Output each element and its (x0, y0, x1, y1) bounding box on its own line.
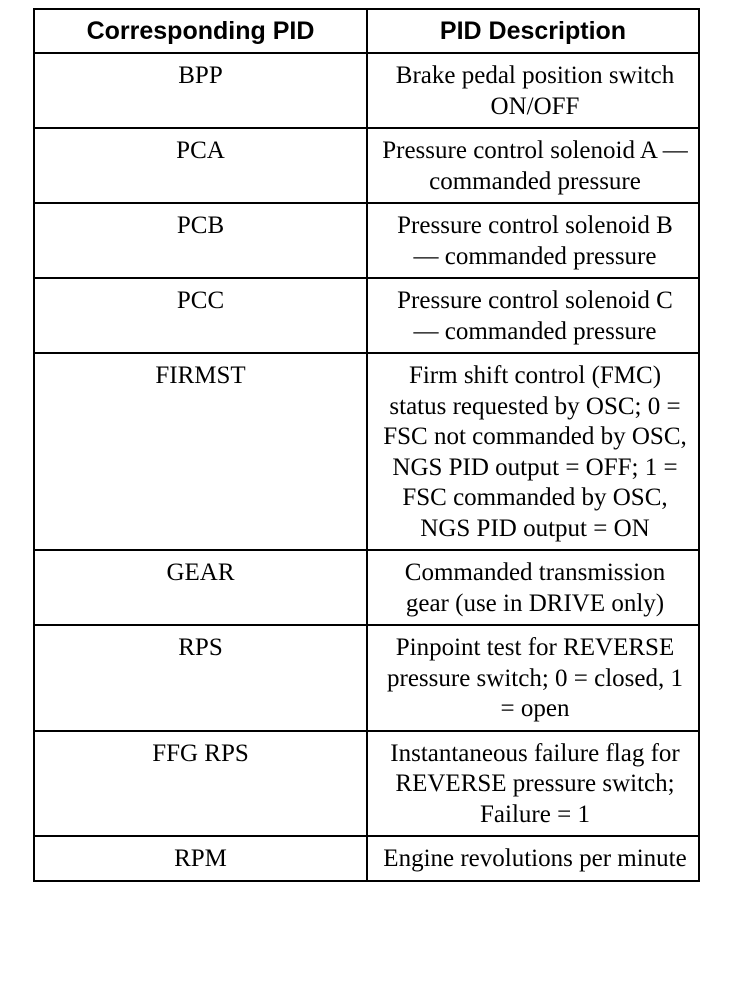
pid-cell: PCB (34, 203, 367, 278)
description-cell: Pressure control solenoid B — commanded pressure (367, 203, 699, 278)
column-header-corresponding-pid: Corresponding PID (34, 9, 367, 53)
description-cell: Engine revolutions per minute (367, 836, 699, 881)
pid-cell: GEAR (34, 550, 367, 625)
table-row (34, 53, 699, 128)
pid-cell: FFG RPS (34, 731, 367, 837)
table-row (34, 836, 699, 881)
description-cell: Pressure control solenoid C — commanded pressure (367, 278, 699, 353)
header-row (34, 9, 699, 53)
pid-cell: BPP (34, 53, 367, 128)
pid-cell: RPS (34, 625, 367, 731)
pid-table (33, 8, 700, 882)
column-header-pid-description: PID Description (367, 9, 699, 53)
table-row (34, 550, 699, 625)
description-cell: Pressure control solenoid A — commanded pressure (367, 128, 699, 203)
pid-cell: RPM (34, 836, 367, 881)
description-cell: Instantaneous failure flag for REVERSE pressure switch; Failure = 1 (367, 731, 699, 837)
pid-cell: PCC (34, 278, 367, 353)
table-row (34, 353, 699, 550)
description-cell: Brake pedal position switch ON/OFF (367, 53, 699, 128)
table-row (34, 625, 699, 731)
table-row (34, 128, 699, 203)
pid-cell: FIRMST (34, 353, 367, 550)
description-cell: Pinpoint test for REVERSE pressure switch; 0 = closed, 1 = open (367, 625, 699, 731)
description-cell: Firm shift control (FMC) status requested by OSC; 0 = FSC not commanded by OSC, NGS PID output = OFF; 1 = FSC commanded by OSC, NGS PID output = ON (367, 353, 699, 550)
pid-cell: PCA (34, 128, 367, 203)
table-row (34, 203, 699, 278)
description-cell: Commanded transmission gear (use in DRIVE only) (367, 550, 699, 625)
table-row (34, 278, 699, 353)
table-row (34, 731, 699, 837)
